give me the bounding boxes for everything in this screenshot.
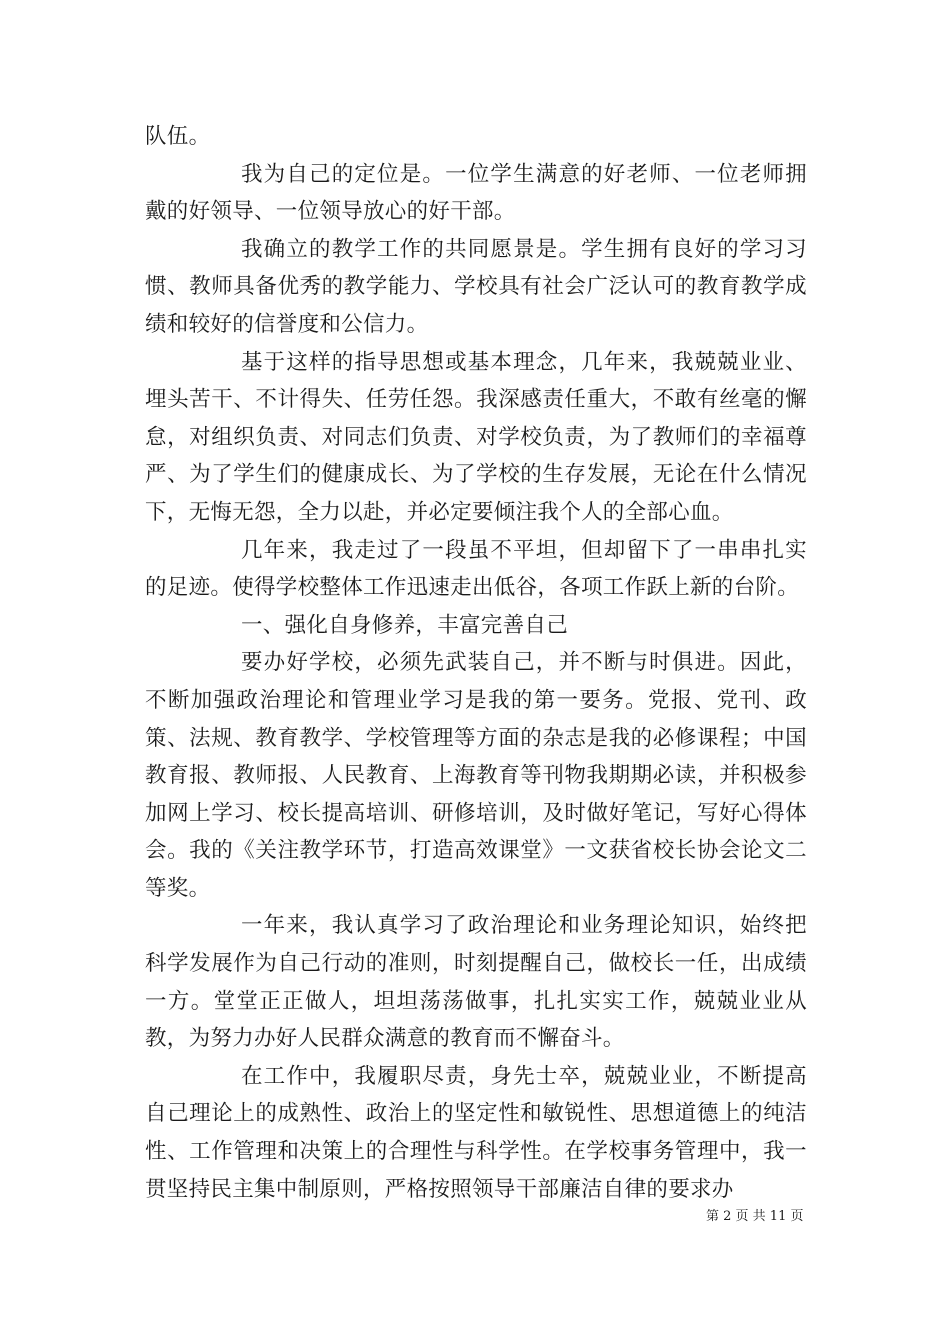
paragraph-2: 我为自己的定位是。一位学生满意的好老师、一位老师拥戴的好领导、一位领导放心的好干部。 bbox=[145, 161, 807, 225]
paragraph-1: 队伍。 bbox=[145, 124, 211, 149]
paragraph-9: 在工作中，我履职尽责，身先士卒，兢兢业业，不断提高自己理论上的成熟性、政治上的坚定性和敏锐性、思想道德上的纯洁性、工作管理和决策上的合理性与科学性。在学校事务管理中，我一贯坚持民主集中制原则，严格按照领导干部廉洁自律的要求办 bbox=[145, 1063, 807, 1202]
paragraph-8: 一年来，我认真学习了政治理论和业务理论知识，始终把科学发展作为自己行动的准则，时刻提醒自己，做校长一任，出成绩一方。堂堂正正做人，坦坦荡荡做事，扎扎实实工作，兢兢业业从教，为努力办好人民群众满意的教育而不懈奋斗。 bbox=[145, 913, 807, 1052]
paragraph-4: 基于这样的指导思想或基本理念，几年来，我兢兢业业、埋头苦干、不计得失、任劳任怨。我深感责任重大，不敢有丝毫的懈怠，对组织负责、对同志们负责、对学校负责，为了教师们的幸福尊严、为了学生们的健康成长、为了学校的生存发展，无论在什么情况下，无悔无怨，全力以赴，并必定要倾注我个人的全部心血。 bbox=[145, 349, 807, 525]
page-number: 第 2 页 共 11 页 bbox=[706, 1209, 804, 1224]
paragraph-5: 几年来，我走过了一段虽不平坦，但却留下了一串串扎实的足迹。使得学校整体工作迅速走出低谷，各项工作跃上新的台阶。 bbox=[145, 537, 807, 601]
document-body bbox=[145, 118, 807, 1208]
paragraph-3: 我确立的教学工作的共同愿景是。学生拥有良好的学习习惯、教师具备优秀的教学能力、学校具有社会广泛认可的教育教学成绩和较好的信誉度和公信力。 bbox=[145, 236, 807, 337]
paragraph-7: 要办好学校，必须先武装自己，并不断与时俱进。因此，不断加强政治理论和管理业学习是我的第一要务。党报、党刊、政策、法规、教育教学、学校管理等方面的杂志是我的必修课程；中国教育报、教师报、人民教育、上海教育等刊物我期期必读，并积极参加网上学习、校长提高培训、研修培训，及时做好笔记，写好心得体会。我的《关注教学环节，打造高效课堂》一文获省校长协会论文二等奖。 bbox=[145, 650, 807, 901]
section-heading: 一、强化自身修养，丰富完善自己 bbox=[241, 612, 569, 638]
